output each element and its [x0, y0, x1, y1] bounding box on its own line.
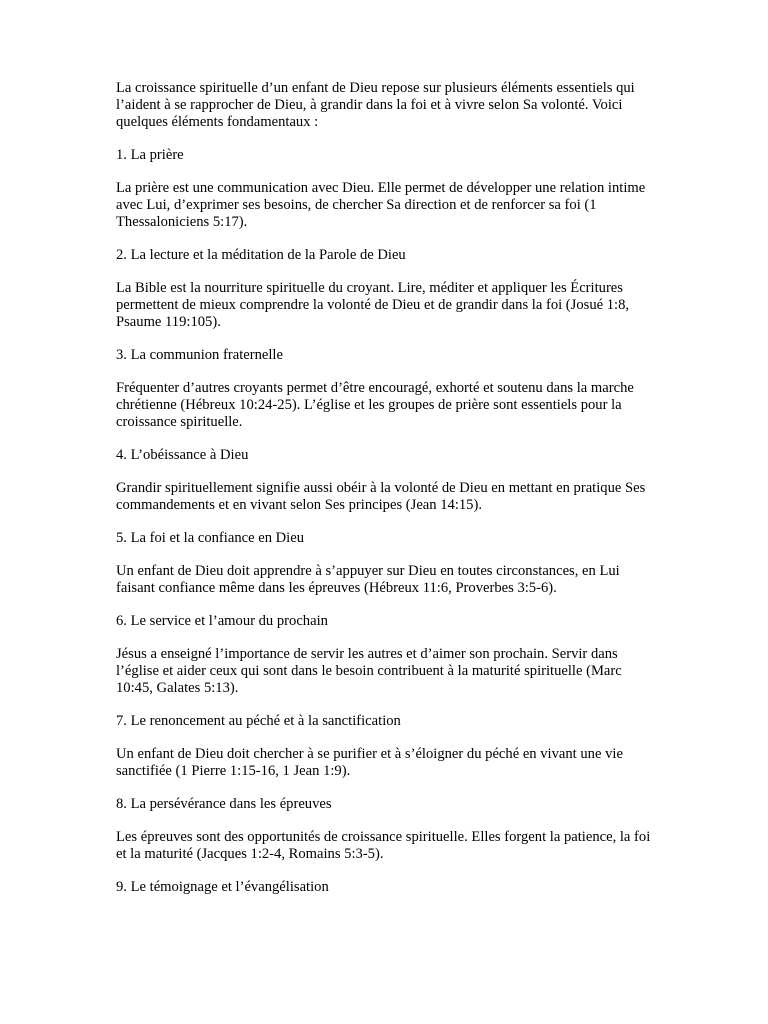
section-body: Jésus a enseigné l’importance de servir les autres et d’aimer son prochain. Servir dans l’église et aider ceux qui sont dans le besoin contribuent à la maturité spirituelle (Marc 10:45, Galates 5:13).	[116, 646, 622, 696]
section-obedience	[116, 447, 656, 514]
section-heading: 5. La foi et la confiance en Dieu	[116, 530, 305, 546]
section-heading: 9. Le témoignage et l’évangélisation	[116, 879, 329, 895]
section-fellowship	[116, 347, 656, 431]
section-heading: 4. L’obéissance à Dieu	[116, 447, 249, 463]
section-body: Fréquenter d’autres croyants permet d’être encouragé, exhorté et soutenu dans la marche chrétienne (Hébreux 10:24-25). L’église et les groupes de prière sont essentiels pour la croissance spirituelle.	[116, 380, 634, 430]
section-body: Les épreuves sont des opportunités de croissance spirituelle. Elles forgent la patience, la foi et la maturité (Jacques 1:2-4, Romains 5:3-5).	[116, 829, 651, 862]
section-heading: 1. La prière	[116, 147, 184, 163]
section-body: Un enfant de Dieu doit chercher à se purifier et à s’éloigner du péché en vivant une vie sanctifiée (1 Pierre 1:15-16, 1 Jean 1:9).	[116, 746, 623, 779]
section-testimony	[116, 879, 656, 896]
section-service	[116, 613, 656, 697]
section-bible-reading	[116, 247, 656, 331]
section-heading: 3. La communion fraternelle	[116, 347, 283, 363]
section-body: La prière est une communication avec Dieu. Elle permet de développer une relation intime avec Lui, d’exprimer ses besoins, de chercher Sa direction et de renforcer sa foi (1 Thessaloniciens 5:17).	[116, 180, 646, 230]
section-body: La Bible est la nourriture spirituelle du croyant. Lire, méditer et appliquer les Écritures permettent de mieux comprendre la volonté de Dieu et de grandir dans la foi (Josué 1:8, Psaume 119:105).	[116, 280, 630, 330]
document-page	[116, 80, 656, 912]
section-perseverance	[116, 796, 656, 863]
section-heading: 6. Le service et l’amour du prochain	[116, 613, 328, 629]
section-sanctification	[116, 713, 656, 780]
section-body: Grandir spirituellement signifie aussi obéir à la volonté de Dieu en mettant en pratique Ses commandements et en vivant selon Ses principes (Jean 14:15).	[116, 480, 646, 513]
section-heading: 7. Le renoncement au péché et à la sanctification	[116, 713, 401, 729]
intro-paragraph: La croissance spirituelle d’un enfant de Dieu repose sur plusieurs éléments essentiels qui l’aident à se rapprocher de Dieu, à grandir dans la foi et à vivre selon Sa volonté. Voici quelques éléments fondamentaux :	[116, 80, 635, 130]
section-heading: 8. La persévérance dans les épreuves	[116, 796, 332, 812]
section-faith	[116, 530, 656, 597]
section-heading: 2. La lecture et la méditation de la Parole de Dieu	[116, 247, 406, 263]
section-body: Un enfant de Dieu doit apprendre à s’appuyer sur Dieu en toutes circonstances, en Lui faisant confiance même dans les épreuves (Hébreux 11:6, Proverbes 3:5-6).	[116, 563, 620, 596]
section-prayer	[116, 147, 656, 231]
